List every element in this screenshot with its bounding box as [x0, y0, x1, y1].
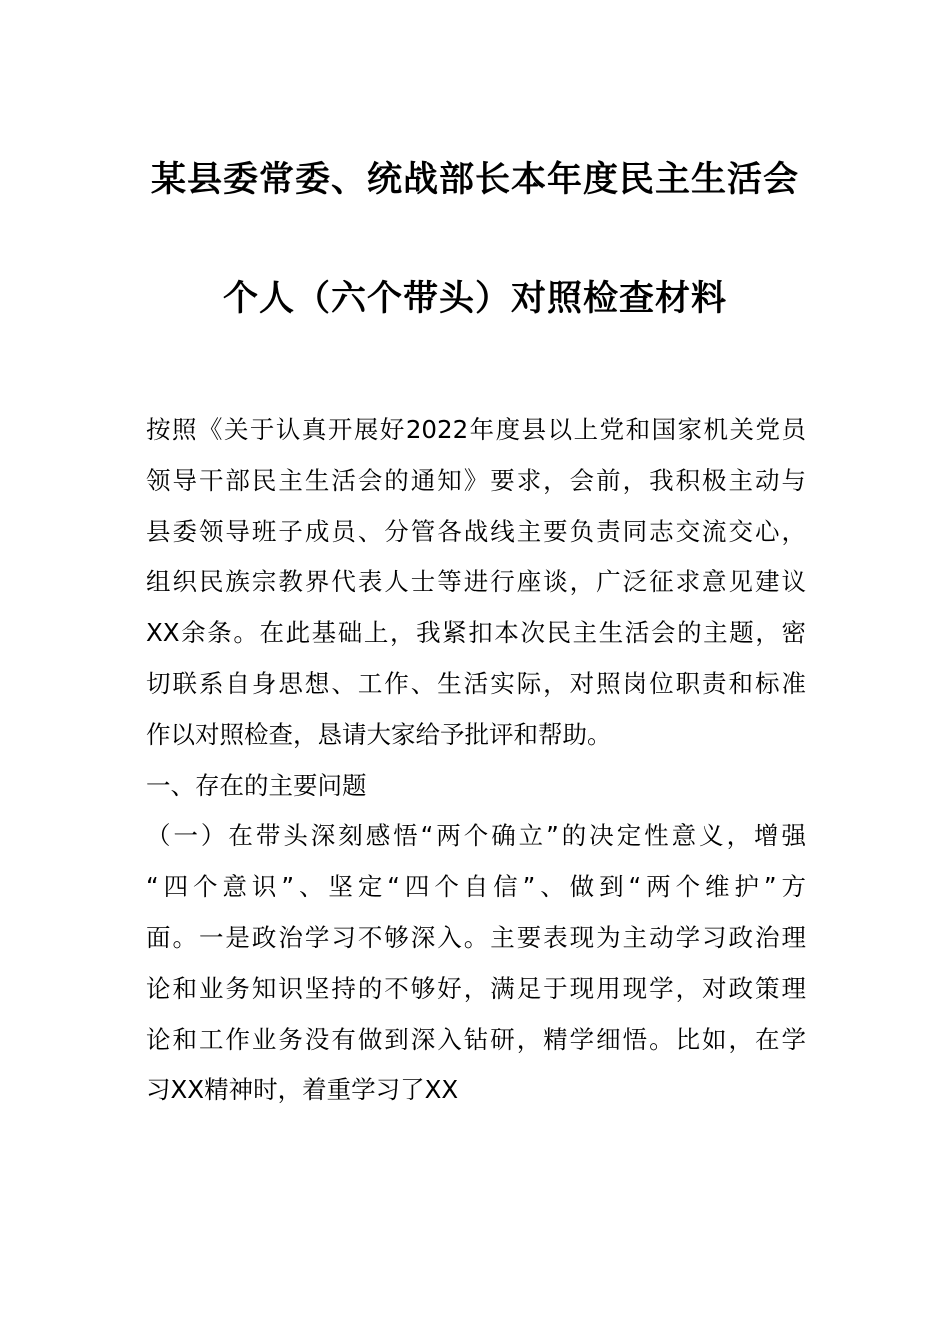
document-title-line-1: 某县委常委、统战部长本年度民主生活会: [150, 159, 799, 200]
subsection-line: 面。一是政治学习不够深入。主要表现为主动学习政治理: [146, 922, 806, 952]
document-title-line-2: 个人（六个带头）对照检查材料: [222, 278, 727, 319]
intro-line: 按照《关于认真开展好2022年度县以上党和国家机关党员: [146, 415, 806, 444]
intro-line: XX余条。在此基础上，我紧扣本次民主生活会的主题，密: [146, 618, 806, 648]
section-heading: 一、存在的主要问题: [146, 770, 367, 800]
subsection-line: 论和工作业务没有做到深入钻研，精学细悟。比如，在学: [146, 1024, 806, 1054]
subsection-line: （一）在带头深刻感悟“两个确立”的决定性意义，增强: [146, 821, 806, 851]
intro-line: 县委领导班子成员、分管各战线主要负责同志交流交心，: [146, 516, 806, 546]
subsection-line: 习XX精神时，着重学习了XX: [146, 1075, 459, 1105]
document-body: [146, 405, 806, 1116]
subsection-line: “四个意识”、坚定“四个自信”、做到“两个维护”方: [146, 872, 806, 902]
intro-line: 领导干部民主生活会的通知》要求，会前，我积极主动与: [146, 465, 806, 495]
intro-line: 切联系自身思想、工作、生活实际，对照岗位职责和标准: [146, 668, 806, 698]
subsection-line: 论和业务知识坚持的不够好，满足于现用现学，对政策理: [146, 973, 806, 1003]
intro-line: 作以对照检查，恳请大家给予批评和帮助。: [146, 719, 612, 749]
intro-line: 组织民族宗教界代表人士等进行座谈，广泛征求意见建议: [146, 567, 806, 597]
